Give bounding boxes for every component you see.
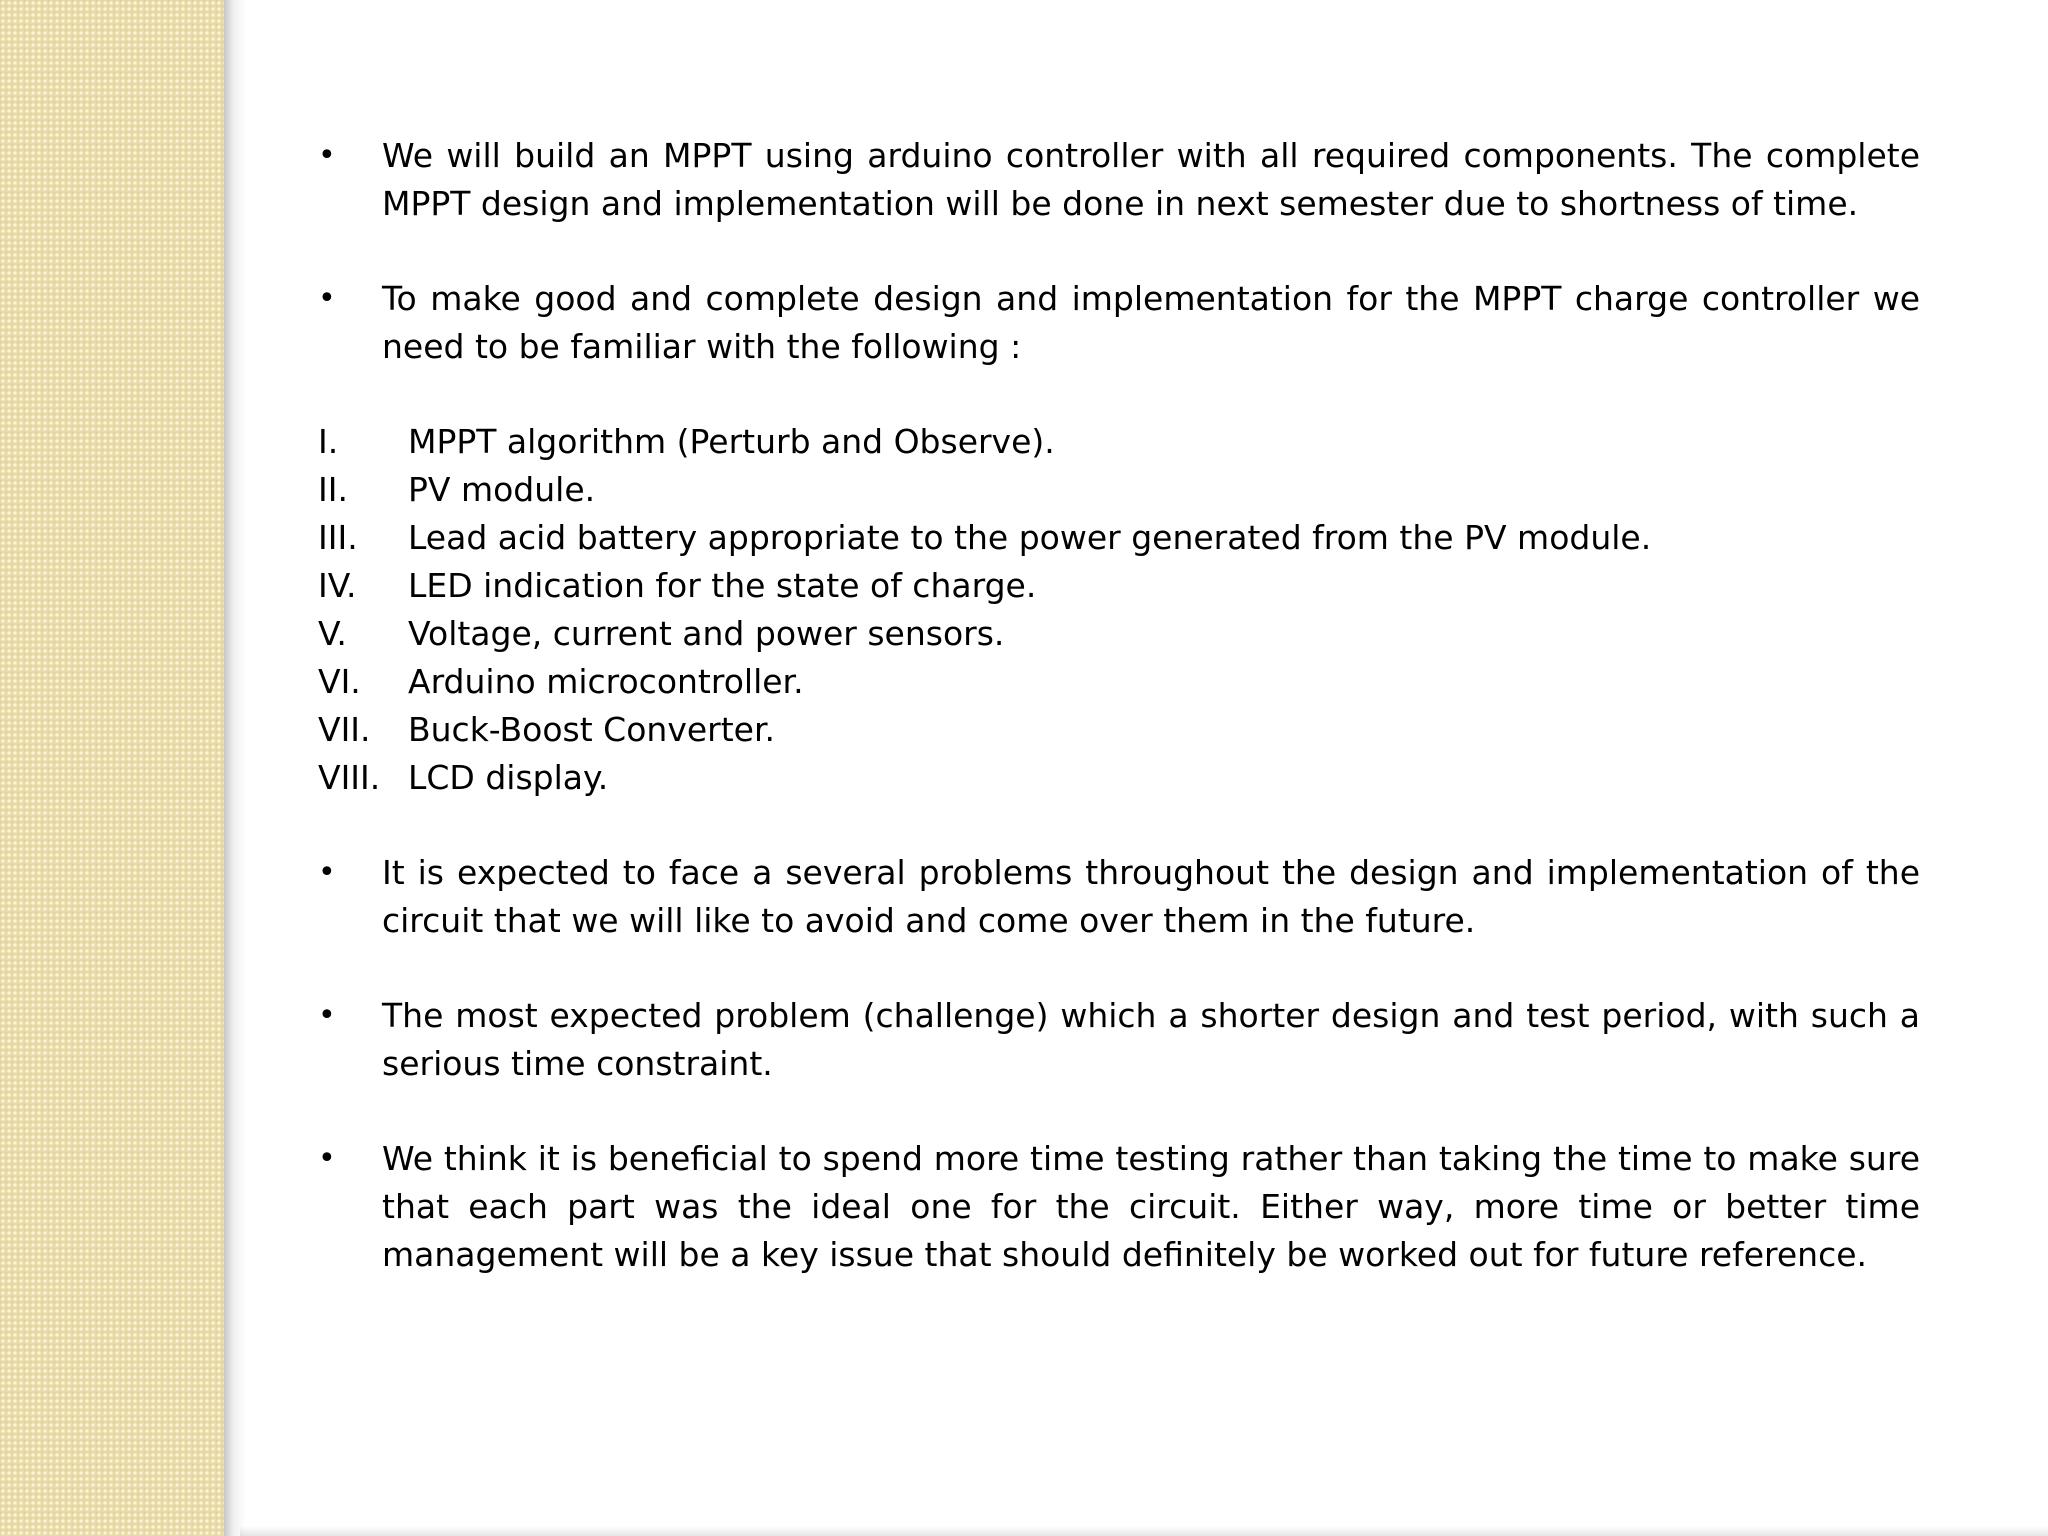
numbered-list [318,418,1920,802]
list-number: III. [318,518,358,557]
list-number: I. [318,422,339,461]
list-text: Buck-Boost Converter. [408,710,775,749]
bullet-dot-icon: • [318,855,336,890]
bullet-text: The most expected problem (challenge) which a shorter design and test period, with such a serious time constraint. [382,996,1920,1083]
bullet-text: It is expected to face a several problems throughout the design and implementation of the circuit that we will like to avoid and come over them in the future. [382,853,1920,940]
bullet-dot-icon: • [318,138,336,173]
slide-content [318,132,1920,1279]
bullet-item [318,992,1920,1088]
list-item [318,466,1920,514]
bullet-item [318,1135,1920,1279]
bottom-edge-shadow [240,1526,2048,1536]
bullet-item [318,849,1920,945]
list-text: LED indication for the state of charge. [408,566,1037,605]
list-text: Voltage, current and power sensors. [408,614,1005,653]
list-item [318,706,1920,754]
list-text: Lead acid battery appropriate to the power generated from the PV module. [408,518,1652,557]
bullet-item [318,132,1920,228]
list-item [318,610,1920,658]
list-item [318,418,1920,466]
bullet-item [318,275,1920,371]
bullet-text: We think it is beneficial to spend more time testing rather than taking the time to make sure that each part was the ideal one for the circuit. Either way, more time or better time management will be a key issue that should definitely be worked out for future reference. [382,1139,1920,1274]
list-text: MPPT algorithm (Perturb and Observe). [408,422,1055,461]
list-item [318,514,1920,562]
list-number: VIII. [318,758,381,797]
list-number: VI. [318,662,361,701]
list-text: PV module. [408,470,596,509]
bullet-text: To make good and complete design and implementation for the MPPT charge controller we need to be familiar with the following : [382,279,1920,366]
bullet-text: We will build an MPPT using arduino controller with all required components. The complete MPPT design and implementation will be done in next semester due to shortness of time. [382,136,1920,223]
list-text: Arduino microcontroller. [408,662,804,701]
bullet-dot-icon: • [318,1141,336,1176]
list-item [318,562,1920,610]
strip-shadow [224,0,246,1536]
bullet-dot-icon: • [318,998,336,1033]
bullet-dot-icon: • [318,281,336,316]
list-item [318,658,1920,706]
list-number: II. [318,470,348,509]
list-number: V. [318,614,347,653]
decorative-side-strip [0,0,224,1536]
list-item [318,754,1920,802]
list-text: LCD display. [408,758,609,797]
list-number: IV. [318,566,357,605]
list-number: VII. [318,710,371,749]
